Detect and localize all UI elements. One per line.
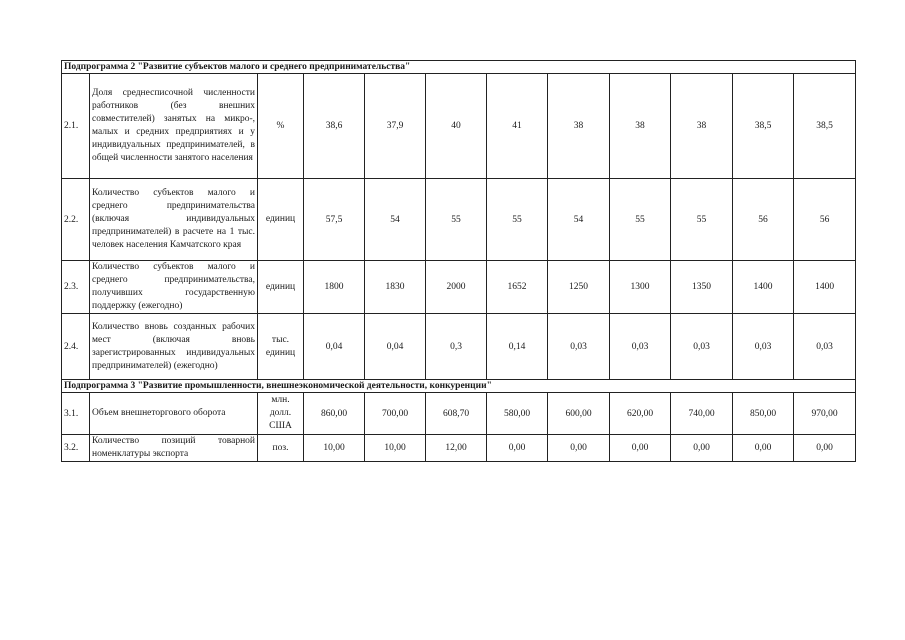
value-cell: 38,6 [304, 74, 365, 179]
value-cell: 1350 [671, 261, 733, 314]
value-cell: 0,03 [548, 314, 610, 380]
value-cell: 0,03 [733, 314, 794, 380]
value-cell: 0,04 [365, 314, 426, 380]
value-cell: 38 [548, 74, 610, 179]
row-number: 2.4. [62, 314, 90, 380]
value-cell: 0,04 [304, 314, 365, 380]
table-row [62, 261, 856, 314]
value-cell: 0,00 [548, 435, 610, 462]
section-title: Подпрограмма 2 "Развитие субъектов малого и среднего предпринимательства" [62, 61, 856, 74]
section-header-row [62, 61, 856, 74]
value-cell: 38 [671, 74, 733, 179]
value-cell: 0,00 [610, 435, 671, 462]
value-cell: 0,03 [671, 314, 733, 380]
indicator-name: Доля среднесписочной численности работников (без внешних совместителей) занятых на микро-, малых и средних предприятиях и у индивидуальных предпринимателей, в общей численности занятого населения [90, 74, 258, 179]
value-cell: 0,00 [733, 435, 794, 462]
value-cell: 608,70 [426, 393, 487, 435]
unit-cell: тыс. единиц [258, 314, 304, 380]
value-cell: 57,5 [304, 179, 365, 261]
table-row [62, 179, 856, 261]
value-cell: 0,03 [610, 314, 671, 380]
unit-cell: единиц [258, 179, 304, 261]
value-cell: 740,00 [671, 393, 733, 435]
unit-cell: поз. [258, 435, 304, 462]
value-cell: 850,00 [733, 393, 794, 435]
indicator-name: Количество субъектов малого и среднего предпринимательства (включая индивидуальных предпринимателей) в расчете на 1 тыс. человек населения Камчатского края [90, 179, 258, 261]
value-cell: 1652 [487, 261, 548, 314]
value-cell: 1300 [610, 261, 671, 314]
indicator-name: Количество вновь созданных рабочих мест (включая вновь зарегистрированных индивидуальных предпринимателей) (ежегодно) [90, 314, 258, 380]
indicators-table [61, 60, 856, 462]
value-cell: 700,00 [365, 393, 426, 435]
value-cell: 0,00 [487, 435, 548, 462]
value-cell: 600,00 [548, 393, 610, 435]
row-number: 2.2. [62, 179, 90, 261]
row-number: 3.1. [62, 393, 90, 435]
value-cell: 55 [426, 179, 487, 261]
value-cell: 0,3 [426, 314, 487, 380]
value-cell: 580,00 [487, 393, 548, 435]
value-cell: 38 [610, 74, 671, 179]
value-cell: 37,9 [365, 74, 426, 179]
table-row [62, 74, 856, 179]
value-cell: 56 [794, 179, 856, 261]
value-cell: 0,00 [671, 435, 733, 462]
value-cell: 55 [487, 179, 548, 261]
value-cell: 0,00 [794, 435, 856, 462]
value-cell: 54 [548, 179, 610, 261]
value-cell: 10,00 [304, 435, 365, 462]
value-cell: 56 [733, 179, 794, 261]
section-header-row [62, 380, 856, 393]
value-cell: 1830 [365, 261, 426, 314]
section-title: Подпрограмма 3 "Развитие промышленности, внешнеэкономической деятельности, конкуренции" [62, 380, 856, 393]
value-cell: 38,5 [733, 74, 794, 179]
value-cell: 0,14 [487, 314, 548, 380]
indicator-name: Объем внешнеторгового оборота [90, 393, 258, 435]
value-cell: 55 [610, 179, 671, 261]
indicator-name: Количество субъектов малого и среднего предпринимательства, получивших государственную поддержку (ежегодно) [90, 261, 258, 314]
value-cell: 2000 [426, 261, 487, 314]
table-row [62, 393, 856, 435]
table-row [62, 435, 856, 462]
row-number: 2.3. [62, 261, 90, 314]
row-number: 2.1. [62, 74, 90, 179]
unit-cell: % [258, 74, 304, 179]
unit-cell: млн. долл. США [258, 393, 304, 435]
value-cell: 1400 [794, 261, 856, 314]
row-number: 3.2. [62, 435, 90, 462]
value-cell: 41 [487, 74, 548, 179]
value-cell: 12,00 [426, 435, 487, 462]
value-cell: 40 [426, 74, 487, 179]
table-row [62, 314, 856, 380]
indicator-name: Количество позиций товарной номенклатуры экспорта [90, 435, 258, 462]
value-cell: 620,00 [610, 393, 671, 435]
value-cell: 1250 [548, 261, 610, 314]
value-cell: 1800 [304, 261, 365, 314]
value-cell: 55 [671, 179, 733, 261]
value-cell: 54 [365, 179, 426, 261]
value-cell: 970,00 [794, 393, 856, 435]
unit-cell: единиц [258, 261, 304, 314]
value-cell: 0,03 [794, 314, 856, 380]
value-cell: 860,00 [304, 393, 365, 435]
value-cell: 1400 [733, 261, 794, 314]
value-cell: 38,5 [794, 74, 856, 179]
value-cell: 10,00 [365, 435, 426, 462]
